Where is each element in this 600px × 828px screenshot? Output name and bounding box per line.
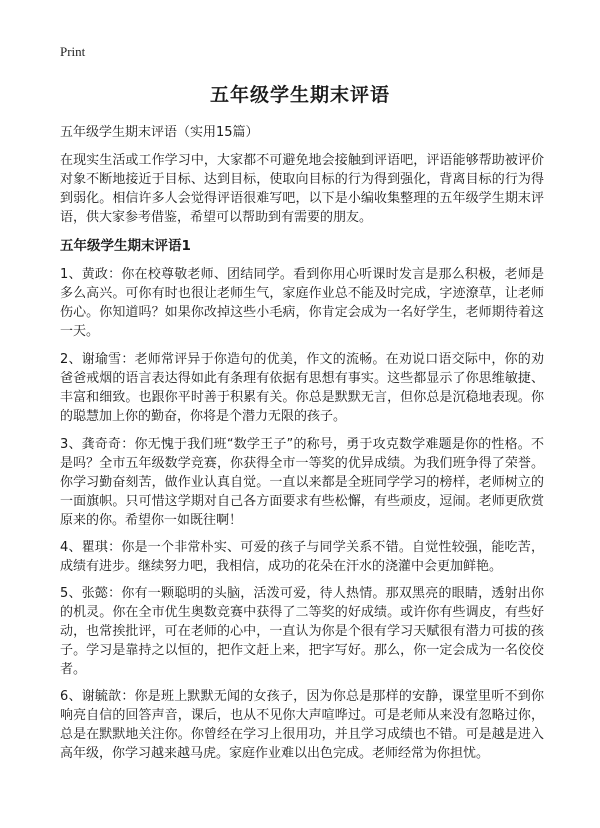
comment-paragraph-3: 3、龚奇奇：你无愧于我们班“数学王子”的称号，勇于攻克数学难题是你的性格。不是吗？全市五年级数学竞赛，你获得全市一等奖的优异成绩。为我们班争得了荣誉。你学习勤奋刻苦，做作业认真自觉。一直以来都是全班同学学习的榜样，老师树立的一面旗帜。只可惜这学期对自己各方面要求有些松懈，有些顽皮，逗闹。老师更欣赏原来的你。希望你一如既往啊！ [60,437,544,528]
comment-paragraph-1: 1、黄政：你在校尊敬老师、团结同学。看到你用心听课时发言是那么积极，老师是多么高兴。可你有时也很让老师生气，家庭作业总不能及时完成，字迹潦草，让老师伤心。你知道吗？如果你改掉这些小毛病，你肯定会成为一名好学生，老师期待着这一天。 [60,267,544,339]
intro-paragraph: 在现实生活或工作学习中，大家都不可避免地会接触到评语吧，评语能够帮助被评价对象不断地接近于目标、达到目标，使取向目标的行为得到强化，背离目标的行为得到弱化。相信许多人会觉得评语很难写吧，以下是小编收集整理的五年级学生期末评语，供大家参考借鉴，希望可以帮助到有需要的朋友。 [60,153,544,225]
comment-paragraph-2: 2、谢瑜雪：老师常评异于你造句的优美，作文的流畅。在劝说口语交际中，你的劝爸爸戒烟的语言表达得如此有条理有依据有思想有事实。这些都显示了你思维敏捷、丰富和细致。也跟你平时善于积累有关。你总是默默无言，但你总是沉稳地表现。你的聪慧加上你的勤奋，你将是个潜力无限的孩子。 [60,352,544,424]
comment-paragraph-5: 5、张懿：你有一颗聪明的头脑，活泼可爱，待人热情。那双黑亮的眼睛，透射出你的机灵。你在全市优生奥数竞赛中获得了二等奖的好成绩。或许你有些调皮，有些好动，也常挨批评，可在老师的心中，一直认为你是个很有学习天赋很有潜力可拔的孩子。学习是靠持之以恒的，把作文赶上来，把字写好。那么，你一定会成为一名佼佼者。 [60,586,544,677]
page-title: 五年级学生期末评语 [209,84,390,106]
document-subtitle: 五年级学生期末评语（实用15篇） [60,125,259,140]
comment-paragraph-6: 6、谢毓歆：你是班上默默无闻的女孩子，因为你总是那样的安静，课堂里听不到你响亮自信的回答声音，课后，也从不见你大声喧哗过。可是老师从来没有忽略过你，总是在默默地关注你。你曾经在学习上很用功，并且学习成绩也不错。可是越是进入高年级，你学习越来越马虎。家庭作业难以出色完成。老师经常为你担忧。 [60,689,544,761]
comment-paragraph-4: 4、瞿琪：你是一个非常朴实、可爱的孩子与同学关系不错。自觉性较强，能吃苦，成绩有进步。继续努力吧，我相信，成功的花朵在汗水的浇灌中会更加鲜艳。 [60,540,544,574]
print-link[interactable]: Print [60,44,86,59]
section-heading: 五年级学生期末评语1 [60,238,191,254]
